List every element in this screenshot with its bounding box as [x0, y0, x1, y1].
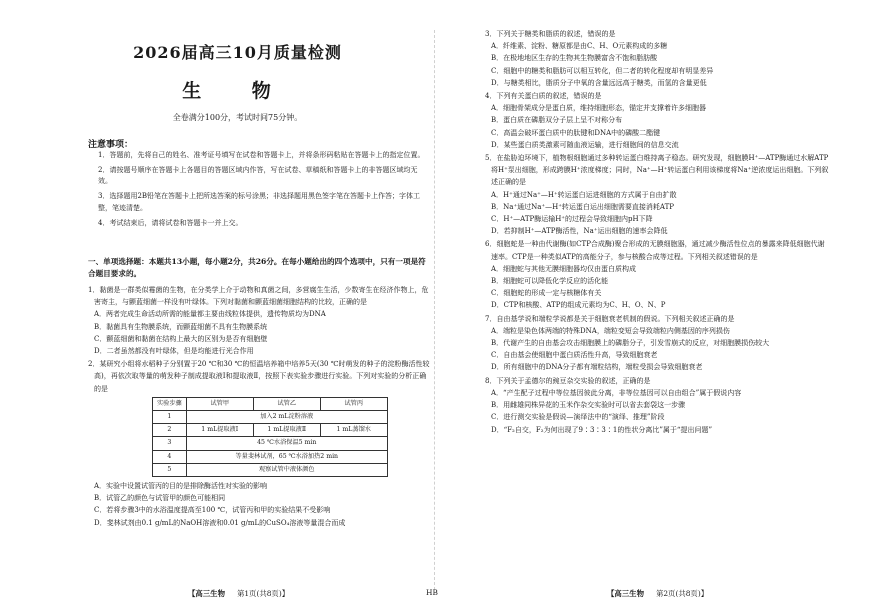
option-c: C．若将步骤3中的水浴温度提高至100 ℃，试管丙和甲的实验结果不受影响 — [94, 506, 331, 515]
table-header: 实验步骤 — [153, 397, 187, 410]
questions-page-2 — [485, 28, 830, 437]
subject-title: 生 物 — [182, 80, 293, 102]
option-d: D．二者虽然都没有叶绿体，但是均能进行光合作用 — [94, 347, 254, 356]
score-time-line: 全卷满分100分，考试时间75分钟。 — [172, 113, 303, 122]
table-cell: 45 ℃水浴保温5 min — [186, 437, 387, 450]
table-cell: 等量斐林试剂，65 ℃水浴加热2 min — [186, 450, 387, 463]
option-d: D．所有细胞中的DNA分子都有端粒结构，端粒受损会导致细胞衰老 — [491, 363, 703, 372]
table-header: 试管甲 — [186, 397, 253, 410]
table-row — [153, 424, 388, 437]
question-7 — [485, 313, 830, 374]
section-heading: 一、单项选择题：本题共13小题，每小题2分，共26分。在每小题给出的四个选项中，只有一项是符合题目要求的。 — [88, 257, 426, 279]
table-cell: 1 mL提取液Ⅱ — [253, 424, 320, 437]
option-a: A．端粒是染色体两端的特殊DNA，端粒变短会导致端粒内侧基因的序列损伤 — [491, 326, 730, 335]
question-stem: 8．下列关于孟德尔的豌豆杂交实验的叙述，正确的是 — [485, 376, 651, 385]
option-c: C．自由基会使细胞中蛋白质活性升高，导致细胞衰老 — [491, 351, 658, 360]
option-a: A．实验中设置试管丙的目的是排除酶活性对实验的影响 — [94, 482, 268, 491]
table-header: 试管丙 — [320, 397, 387, 410]
option-c: C．细胞中的糖类和脂肪可以相互转化，但二者的转化程度却有明显差异 — [491, 66, 714, 75]
question-4 — [485, 90, 830, 151]
option-a: A．两者完成生命活动所需的能量都主要由线粒体提供，遗传物质均为DNA — [94, 310, 326, 319]
page-2 — [435, 0, 870, 615]
table-row — [153, 450, 388, 463]
question-stem: 6．细胞蛇是一种由代谢酶(如CTP合成酶)聚合形成的无膜细胞器，通过减少酶活性位点的暴露来降低细胞代谢速率。CTP是一种类似ATP的高能分子，参与核酸合成等过程。下列相关叙述错误的是 — [485, 240, 825, 261]
option-a: A．H⁺通过Na⁺—H⁺转运蛋白运进细胞的方式属于自由扩散 — [491, 190, 677, 199]
table-cell: 观察试管中液体颜色 — [186, 463, 387, 476]
option-c: C．H⁺—ATP酶运输H⁺的过程会导致细胞内pH下降 — [491, 215, 653, 224]
question-3 — [485, 28, 830, 89]
question-5 — [485, 152, 830, 237]
exam-title: 2026届高三10月质量检测 — [133, 43, 342, 62]
option-b: B．试管乙的颜色与试管甲的颜色可能相同 — [94, 494, 226, 503]
option-b: B．用雌雄同株异花的玉米作杂交实验时可以省去套袋这一步骤 — [491, 401, 686, 410]
option-c: C．进行测交实验是假说—演绎法中的“演绎、推理”阶段 — [491, 413, 665, 422]
footer-label: 【高三生物 — [607, 589, 644, 598]
option-b: B．细胞蛇可以降低化学反应的活化能 — [491, 277, 609, 286]
footer-code: HB — [426, 588, 438, 597]
question-stem: 2．某研究小组将水稻种子分别置于20 ℃和30 ℃的恒温培养箱中培养5天(30 ℃时萌发的种子的淀粉酶活性较高)，再依次取等量的萌发种子制成提取液Ⅰ和提取液Ⅱ，按照下表实验步骤进行实验。下列对实验的分析正确的是 — [88, 360, 430, 393]
footer-label: 【高三生物 — [188, 589, 225, 598]
table-row — [153, 463, 388, 476]
table-cell: 5 — [153, 463, 187, 476]
option-c: C．颤蓝细菌和黏菌在结构上最大的区别为是否有细胞壁 — [94, 334, 268, 343]
option-b: B．代谢产生的自由基会攻击细胞膜上的磷脂分子，引发雪崩式的反应，对细胞膜损伤较大 — [491, 339, 770, 348]
question-stem: 5．在盐胁迫环境下，植物根细胞通过多种转运蛋白维持离子稳态。研究发现，细胞膜H⁺—ATP酶通过水解ATP将H⁺泵出细胞，形成跨膜H⁺浓度梯度；同时，Na⁺—H⁺转运蛋白利用该梯度将Na⁺逆浓度运出细胞。下列叙述正确的是 — [485, 154, 829, 187]
page-footer — [607, 588, 708, 599]
footer-page-number: 第2页(共8页)】 — [655, 589, 709, 598]
option-b: B．蛋白质在磷脂双分子层上呈不对称分布 — [491, 116, 623, 125]
option-b: B．在极地地区生存的生物其生物膜富含不饱和脂肪酸 — [491, 54, 658, 63]
footer-page-number: 第1页(共8页)】 — [236, 589, 290, 598]
table-cell: 1 — [153, 411, 187, 424]
option-b: B．Na⁺通过Na⁺—H⁺转运蛋白运出细胞需要直接消耗ATP — [491, 202, 674, 211]
table-cell: 3 — [153, 437, 187, 450]
question-stem: 3．下列关于糖类和脂质的叙述，错误的是 — [485, 30, 616, 38]
notice-heading: 注意事项： — [88, 140, 134, 150]
option-d: D．斐林试剂由0.1 g/mL的NaOH溶液和0.01 g/mL的CuSO₄溶液等量混合而成 — [94, 518, 346, 527]
question-6 — [485, 238, 830, 311]
option-c: C．细胞蛇的形成一定与核糖体有关 — [491, 289, 602, 298]
notice-item: 2．请按题号顺序在答题卡上各题目的答题区域内作答，写在试卷、草稿纸和答题卡上的非答题区域均无效。 — [98, 165, 418, 186]
table-cell: 2 — [153, 424, 187, 437]
question-stem: 4．下列有关蛋白质的叙述，错误的是 — [485, 92, 602, 101]
option-b: B．黏菌具有生物膜系统，而颤蓝细菌不具有生物膜系统 — [94, 322, 268, 331]
option-d: D．“F₂自交，F₂为何出现了9∶3∶3∶1的性状分离比”属于“提出问题” — [491, 425, 713, 434]
questions-page-1 — [88, 284, 430, 530]
notice-item: 3．选择题用2B铅笔在答题卡上把所选答案的标号涂黑；非选择题用黑色签字笔在答题卡上作答；字体工整，笔迹清楚。 — [98, 192, 421, 212]
option-c: C．高温会破坏蛋白质中的肽键和DNA中的磷酸二酯键 — [491, 128, 661, 137]
question-1 — [88, 284, 430, 357]
table-row — [153, 411, 388, 424]
notice-item: 4．考试结束后，请将试卷和答题卡一并上交。 — [98, 218, 243, 227]
option-a: A．纤维素、淀粉、糖原都是由C、H、O元素构成的多糖 — [491, 42, 668, 51]
question-stem: 1．黏菌是一群类似霉菌的生物，在分类学上介于动物和真菌之间，多营腐生生活，少数寄生在经济作物上，危害寄主，与颤蓝细菌一样没有叶绿体。下列对黏菌和颤蓝细菌细胞结构的比较，正确的是 — [88, 286, 429, 307]
page-footer — [188, 588, 438, 599]
option-d: D．与糖类相比，脂质分子中氧的含量远远高于糖类，而氢的含量更低 — [491, 78, 707, 87]
notice-list — [98, 150, 428, 233]
option-a: A．细胞骨架成分是蛋白质，维持细胞形态，锚定并支撑着许多细胞器 — [491, 104, 707, 113]
option-d: D．CTP和核酸、ATP的组成元素均为C、H、O、N、P — [491, 301, 666, 310]
option-d: D．某些蛋白质类激素可随血液运输，进行细胞间的信息交流 — [491, 140, 679, 149]
table-cell: 1 mL提取液Ⅰ — [186, 424, 253, 437]
option-a: A．细胞蛇与其他无膜细胞器均仅由蛋白质构成 — [491, 264, 637, 273]
table-row — [153, 437, 388, 450]
question-8 — [485, 375, 830, 436]
experiment-table — [152, 397, 388, 477]
option-d: D．若抑制H⁺—ATP酶活性，Na⁺运出细胞的速率会降低 — [491, 227, 668, 236]
table-cell: 加入2 mL淀粉溶液 — [186, 411, 387, 424]
question-2 — [88, 358, 430, 529]
table-cell: 4 — [153, 450, 187, 463]
option-a: A．“产生配子过程中等位基因彼此分离，非等位基因可以自由组合”属于假说内容 — [491, 388, 742, 397]
table-header: 试管乙 — [253, 397, 320, 410]
table-cell: 1 mL蒸馏水 — [320, 424, 387, 437]
table-header-row — [153, 397, 388, 410]
notice-item: 1．答题前，先将自己的姓名、准考证号填写在试卷和答题卡上，并将条形码粘贴在答题卡上的指定位置。 — [98, 151, 425, 159]
question-stem: 7．自由基学说和端粒学说都是关于细胞衰老机制的假说。下列相关叙述正确的是 — [485, 314, 735, 323]
